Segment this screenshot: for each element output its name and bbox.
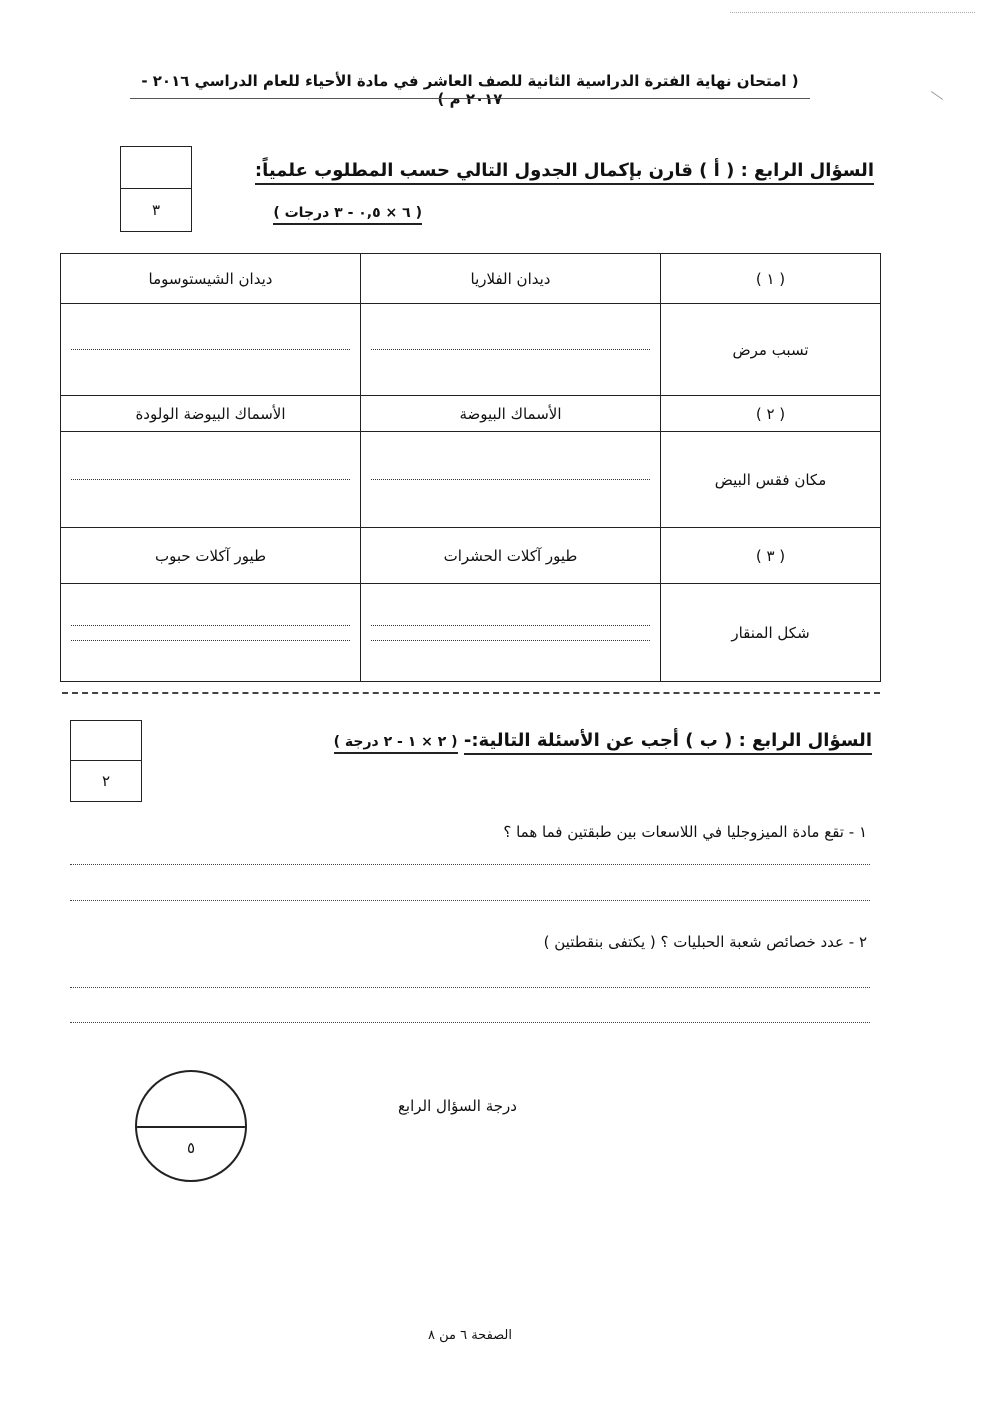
dotted-answer-line (371, 640, 650, 641)
answer-cell[interactable] (361, 432, 661, 528)
item-cell: الأسماك البيوضة (361, 396, 661, 432)
page-number: الصفحة ٦ من ٨ (427, 1328, 512, 1343)
answer-cell[interactable] (61, 304, 361, 396)
table-row-answer (61, 584, 881, 682)
dotted-answer-line[interactable] (70, 900, 870, 901)
score-entry-cell (121, 147, 191, 189)
section-divider (62, 692, 880, 694)
item-cell: طيور آكلات حبوب (61, 528, 361, 584)
circle-divider (137, 1126, 245, 1128)
part-b-score-box (70, 720, 142, 802)
dotted-answer-line[interactable] (70, 864, 870, 865)
dotted-answer-line (71, 625, 350, 626)
section-number: ( ١ ) (661, 254, 881, 304)
answer-cell[interactable] (361, 304, 661, 396)
item-cell: ديدان الفلاريا (361, 254, 661, 304)
section-number: ( ٣ ) (661, 528, 881, 584)
dotted-answer-line (71, 349, 350, 350)
score-max: ٣ (151, 201, 161, 219)
header-rule (130, 98, 810, 99)
item-cell: ديدان الشيستوسوما (61, 254, 361, 304)
section-number: ( ٢ ) (661, 396, 881, 432)
answer-cell[interactable] (61, 584, 361, 682)
criterion-cell: تسبب مرض (661, 304, 881, 396)
part-a-title: السؤال الرابع : ( أ ) قارن بإكمال الجدول التالي حسب المطلوب علمياً: (255, 160, 874, 181)
exam-header: ( امتحان نهاية الفترة الدراسية الثانية للصف العاشر في مادة الأحياء للعام الدراسي ٢٠١٦ - ٢٠١٧ م ) (141, 72, 799, 108)
dotted-answer-line (371, 349, 650, 350)
item-cell: الأسماك البيوضة الولودة (61, 396, 361, 432)
table-row-header (61, 528, 881, 584)
criterion-cell: مكان فقس البيض (661, 432, 881, 528)
comparison-table (60, 253, 881, 682)
scan-artifact (931, 91, 943, 100)
question-2: ٢ - عدد خصائص شعبة الحبليات ؟ ( يكتفى بنقطتين ) (543, 933, 867, 951)
answer-cell[interactable] (61, 432, 361, 528)
dotted-answer-line (71, 640, 350, 641)
dotted-answer-line (371, 625, 650, 626)
table-row-answer (61, 304, 881, 396)
dotted-answer-line (371, 479, 650, 480)
scan-artifact (730, 12, 975, 13)
dotted-answer-line[interactable] (70, 1022, 870, 1023)
total-score-label: درجة السؤال الرابع (397, 1097, 517, 1115)
part-b-title: السؤال الرابع : ( ب ) أجب عن الأسئلة التالية:- ( ٢ × ١ - ٢ درجة ) (334, 730, 872, 751)
total-max-score: ٥ (186, 1138, 196, 1157)
part-a-score-box (120, 146, 192, 232)
answer-cell[interactable] (361, 584, 661, 682)
score-max: ٢ (101, 772, 111, 790)
score-entry-cell (71, 721, 141, 761)
criterion-cell: شكل المنقار (661, 584, 881, 682)
dotted-answer-line[interactable] (70, 987, 870, 988)
part-a-marks: ( ٦ × ٠,٥ - ٣ درجات ) (273, 205, 422, 221)
table-row-header (61, 254, 881, 304)
table-row-answer (61, 432, 881, 528)
dotted-answer-line (71, 479, 350, 480)
question-1: ١ - تقع مادة الميزوجليا في اللاسعات بين طبقتين فما هما ؟ (503, 823, 867, 841)
item-cell: طيور آكلات الحشرات (361, 528, 661, 584)
total-score-circle (135, 1070, 247, 1182)
table-row-header (61, 396, 881, 432)
